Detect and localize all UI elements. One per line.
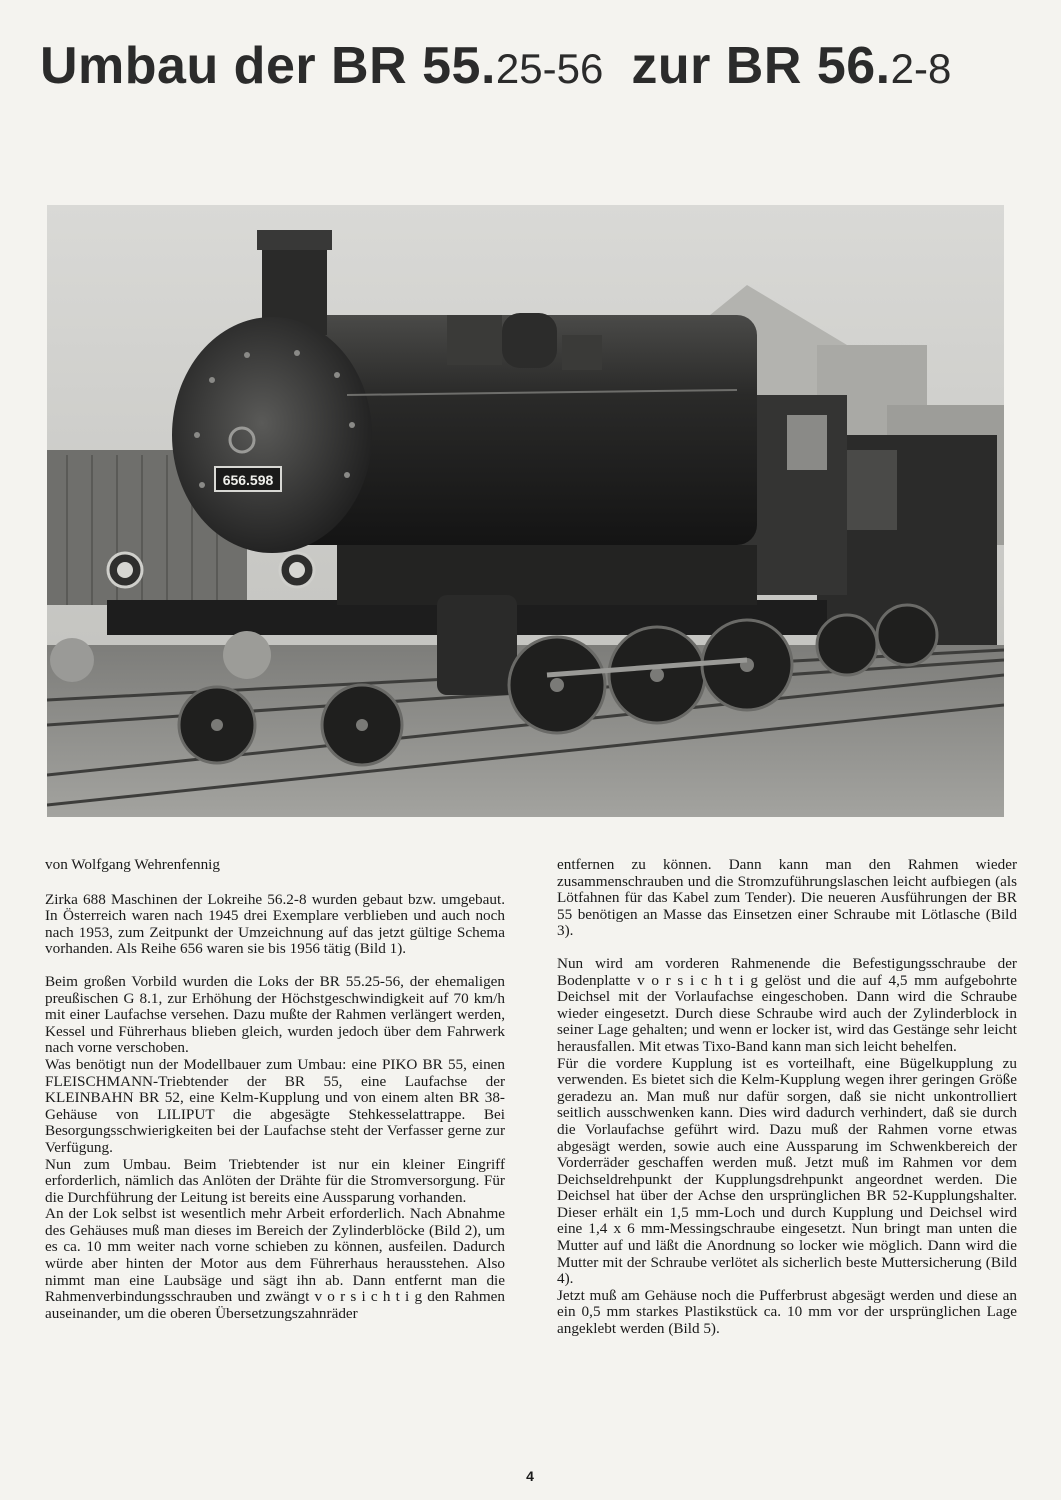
title-part-1: Umbau der BR 55. [40, 37, 496, 95]
title-part-4: 2-8 [890, 45, 952, 92]
paragraph: An der Lok selbst ist wesentlich mehr Arbeit erforderlich. Nach Abnahme des Gehäuses muß man dieses im Bereich der Zylinderblöcke (Bild 2), um es ca. 10 mm weiter nach vorne schieben zu können, ausfeilen. Dadurch würde aber hinten der Motor aus dem Führerhaus herausstehen. Also nimmt man eine Laubsäge und sägt ihn ab. Dann entfernt man die Rahmenverbindungsschrauben und zwängt v o r s i c h t i g den Rahmen auseinander, um die oberen Übersetzungszahnräder [45, 1205, 505, 1322]
paragraph: Nun zum Umbau. Beim Triebtender ist nur ein kleiner Eingriff erforderlich, nämlich das Anlöten der Drähte für die Stromversorgung. Für die Durchführung der Leitung ist bereits eine Aussparung vorhanden. [45, 1155, 505, 1206]
paragraph: Zirka 688 Maschinen der Lokreihe 56.2-8 wurden gebaut bzw. umgebaut. In Österreich waren nach 1945 drei Exemplare verblieben und auch noch nach 1953, zum Zeitpunkt der Umzeichnung auf das jetzt gültige Schema vorhanden. Als Reihe 656 waren sie bis 1956 tätig (Bild 1). [45, 890, 505, 958]
article-column-right [557, 857, 1017, 1338]
locomotive-illustration [47, 205, 1004, 817]
paragraph: Nun wird am vorderen Rahmenende die Befestigungsschraube der Bodenplatte v o r s i c h t i g gelöst und die auf 4,5 mm aufgebohrte Deichsel mit der Vorlaufachse eingeschoben. Dann wird die Schraube wieder eingesetzt. Durch diese Schraube wird auch der Zylinderblock in seiner Lage gehalten; und wenn er locker ist, wird das Gestänge sehr leicht herausfallen. Mit etwas Tixo-Band kann man sich leicht behelfen. [557, 954, 1017, 1055]
title-part-2: 25-56 [495, 45, 604, 92]
paragraph: Beim großen Vorbild wurden die Loks der BR 55.25-56, der ehemaligen preußischen G 8.1, zur Erhöhung der Höchstgeschwindigkeit auf 70 km/h mit einer Laufachse versehen. Dazu mußte der Rahmen verlängert werden, Kessel und Führerhaus blieben gleich, wurden jedoch über dem Fahrwerk nach vorne verschoben. [45, 972, 505, 1057]
page-title [40, 37, 1040, 95]
article-column-left [45, 857, 505, 1322]
paragraph: Was benötigt nun der Modellbauer zum Umbau: eine PIKO BR 55, einen FLEISCHMANN-Triebtender der BR 55, eine Laufachse der KLEINBAHN BR 52, eine Kelm-Kupplung und von einem alten BR 38-Gehäuse von LILIPUT die abgesägte Stehkesselattrappe. Bei Besorgungsschwierigkeiten bei der Laufachse steht der Verfasser gerne zur Verfügung. [45, 1055, 505, 1156]
paragraph: Jetzt muß am Gehäuse noch die Pufferbrust abgesägt werden und diese an ein 0,5 mm starkes Plastikstück ca. 10 mm vor der ursprünglichen Lage angeklebt werden (Bild 5). [557, 1286, 1017, 1338]
paragraph: Für die vordere Kupplung ist es vorteilhaft, eine Bügelkupplung zu verwenden. Es bietet sich die Kelm-Kupplung wegen ihrer geringen Größe geradezu an. Man muß nur dafür sorgen, daß sie nicht unkontrolliert seitlich ausschwenken kann. Dies wird dadurch verhindert, daß sie durch die Vorlaufachse geführt wird. Dazu muß der Rahmen vorne etwas abgesägt werden, sowie auch eine Aussparung im Schwenkbereich der Vorderräder geschaffen werden muß. Jetzt muß im Rahmen vor dem Deichseldrehpunkt der Kupplungsdrehpunkt angeordnet werden. Die Deichsel hat über der Achse den ursprünglichen BR 52-Kupplungshalter. Dieser erhält ein 1,5 mm-Loch und durch Kupplung und Deichsel wird eine 1,4 x 6 mm-Messingschraube eingesetzt. Nun bringt man unten die Mutter auf und läßt die Anordnung so locker wie möglich. Dann wird die Mutter mit der Schraube verlötet als sicherlich beste Muttersicherung (Bild 4). [557, 1054, 1017, 1288]
title-part-3: zur BR 56. [631, 37, 891, 95]
paragraph: entfernen zu können. Dann kann man den Rahmen wieder zusammenschrauben und die Stromzuführungslaschen leicht aufbiegen (als Lötfahnen für das Kabel zum Tender). Die neueren Ausführungen der BR 55 benötigen an Masse das Einsetzen einer Schraube mit Lötlasche (Bild 3). [557, 856, 1017, 940]
byline: von Wolfgang Wehrenfennig [45, 856, 220, 873]
locomotive-photo [47, 205, 1004, 817]
page-number: 4 [526, 1468, 534, 1484]
number-plate-text: 656.598 [222, 472, 274, 488]
